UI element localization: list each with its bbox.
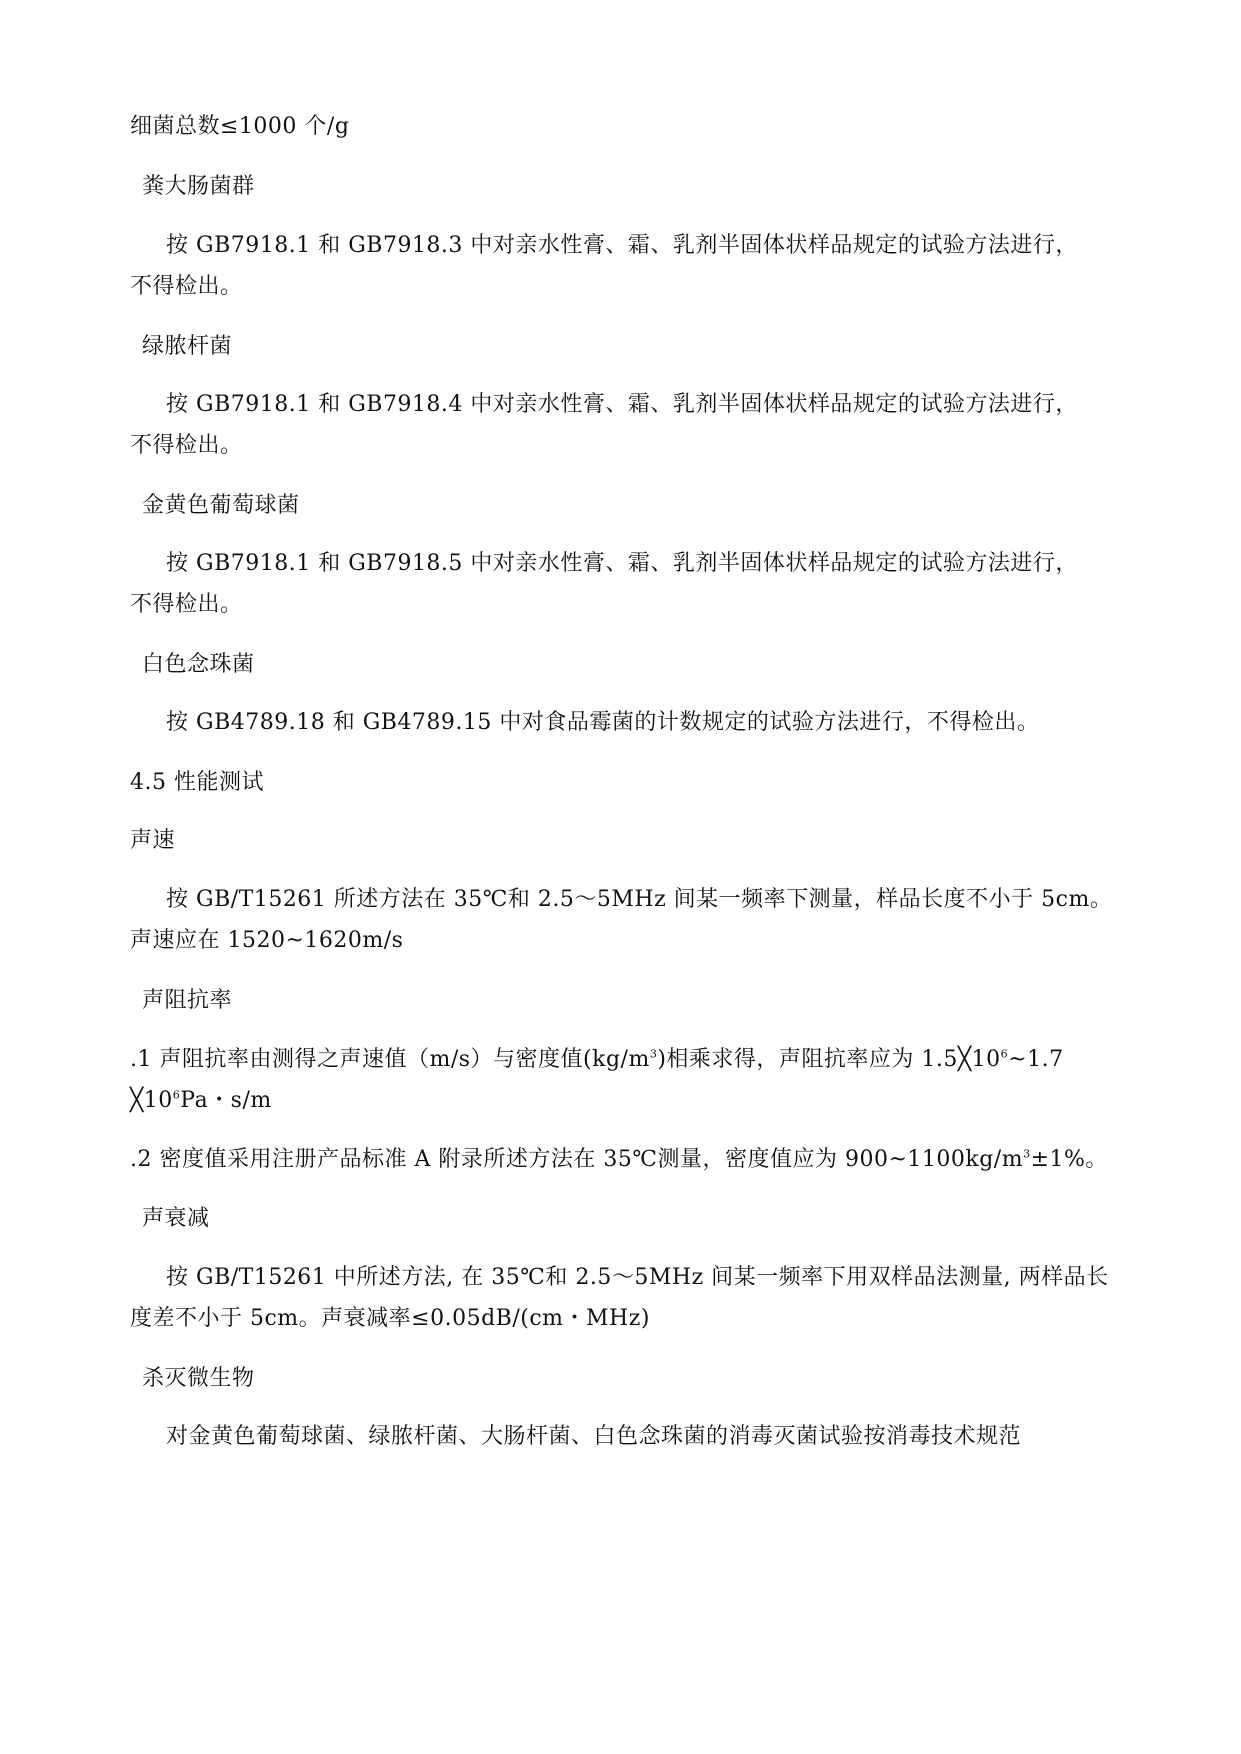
heading-microbe-killing: 杀灭微生物	[142, 1366, 255, 1391]
heading-fecal-coliform: 粪大肠菌群	[142, 174, 255, 199]
heading-candida: 白色念珠菌	[142, 652, 255, 677]
pseudomonas-method-text: 按 GB7918.1 和 GB7918.4 中对亲水性膏、霜、乳剂半固体状样品规定的试验方法进行，	[166, 392, 1078, 417]
section-heading-performance: 4.5 性能测试	[130, 770, 264, 795]
candida-method-text: 按 GB4789.18 和 GB4789.15 中对食品霉菌的计数规定的试验方法进行，不得检出。	[166, 710, 1040, 735]
acoustic-impedance-item-1-cont	[130, 1086, 1120, 1116]
sound-speed-method-text: 按 GB/T15261 所述方法在 35℃和 2.5～5MHz 间某一频率下测量，样品长度不小于 5cm。	[166, 887, 1113, 912]
heading-staphylococcus: 金黄色葡萄球菌	[142, 493, 300, 518]
fecal-coliform-method-text: 按 GB7918.1 和 GB7918.3 中对亲水性膏、霜、乳剂半固体状样品规定的试验方法进行，	[166, 233, 1078, 258]
heading-acoustic-impedance: 声阻抗率	[142, 988, 233, 1013]
impedance-text-part-2: )相乘求得，声阻抗率应为 1.5╳10	[657, 1047, 1001, 1072]
heading-sound-attenuation: 声衰减	[142, 1206, 210, 1231]
pseudomonas-result-text: 不得检出。	[130, 433, 243, 458]
microbe-killing-method-text: 对金黄色葡萄球菌、绿脓杆菌、大肠杆菌、白色念珠菌的消毒灭菌试验按消毒技术规范	[166, 1424, 1022, 1449]
staphylococcus-result-text: 不得检出。	[130, 592, 243, 617]
superscript-3: 3	[1023, 1147, 1031, 1161]
acoustic-impedance-item-1	[130, 1045, 1120, 1075]
acoustic-impedance-item-2	[130, 1145, 1120, 1175]
heading-sound-speed: 声速	[130, 828, 176, 853]
superscript-6: 6	[1000, 1047, 1009, 1061]
sound-attenuation-result-text: 度差不小于 5cm。声衰减率≤0.05dB/(cm・MHz)	[130, 1306, 650, 1331]
sound-attenuation-method-text: 按 GB/T15261 中所述方法, 在 35℃和 2.5～5MHz 间某一频率下用双样品法测量, 两样品长	[166, 1265, 1109, 1290]
impedance-unit-part-2: Pa・s/m	[180, 1088, 272, 1113]
bacteria-total-count-text: 细菌总数≤1000 个/g	[130, 114, 350, 139]
impedance-unit-part-1: ╳10	[130, 1088, 173, 1113]
superscript-3: 3	[649, 1047, 658, 1061]
impedance-text-part-1: .1 声阻抗率由测得之声速值（m/s）与密度值(kg/m	[130, 1047, 650, 1072]
heading-pseudomonas: 绿脓杆菌	[142, 334, 233, 359]
density-text-part-2: ±1%。	[1030, 1147, 1108, 1172]
sound-speed-range-text: 声速应在 1520~1620m/s	[130, 928, 404, 953]
fecal-coliform-result-text: 不得检出。	[130, 274, 243, 299]
density-text-part-1: .2 密度值采用注册产品标准 A 附录所述方法在 35℃测量，密度值应为 900~1100kg/m	[130, 1147, 1024, 1172]
staphylococcus-method-text: 按 GB7918.1 和 GB7918.5 中对亲水性膏、霜、乳剂半固体状样品规定的试验方法进行，	[166, 551, 1078, 576]
impedance-text-part-3: ~1.7	[1008, 1047, 1064, 1072]
superscript-6: 6	[172, 1088, 181, 1102]
